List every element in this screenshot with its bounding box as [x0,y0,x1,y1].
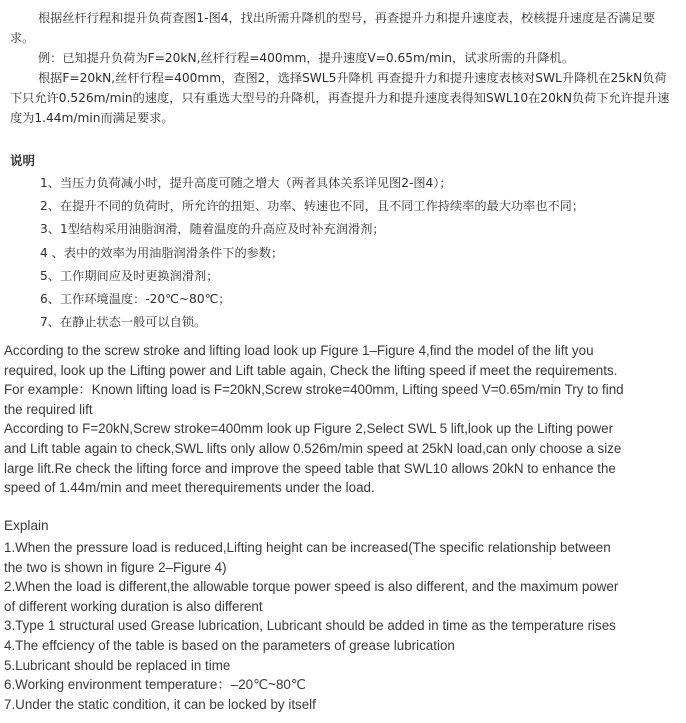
english-explain-line: of different working duration is also different [4,598,263,614]
english-explain-line: 4.The effciency of the table is based on the parameters of grease lubrication [4,637,455,653]
english-line: large lift.Re check the lifting force and improve the speed table that SWL10 allows 20kN to enhance the [4,460,616,476]
english-line: and Lift table again to check,SWL lifts only allow 0.526m/min speed at 25kN load,can only choose a size [4,440,622,456]
english-explain-line: 2.When the load is different,the allowable torque power speed is also different, and the maximum power [4,579,619,595]
chinese-notes-list [40,172,680,334]
chinese-intro [10,8,678,128]
chinese-paragraph-3: 根据F=20kN,丝杆行程=400mm，查图2，选择SWL5升降机 再查提升力和提升速度表核对SWL升降机在25kN负荷下只允许0.526m/min的速度，只有重选大型号的升降机，再查提升力和提升速度表得知SWL10在20kN负荷下允许提升速度为1.44m/min而满足要求。 [10,71,670,125]
chinese-note-item: 3、1型结构采用油脂润滑，随着温度的升高应及时补充润滑剂； [40,222,385,237]
chinese-note-item: 5、工作期间应及时更换润滑剂； [40,268,219,283]
chinese-notes-title: 说明 [10,153,36,168]
english-line: the required lift [4,401,93,417]
english-explain-line: the two is shown in figure 2–Figure 4) [4,559,227,575]
english-line: According to the screw stroke and lifting load look up Figure 1–Figure 4,find the model of the lift you [4,343,594,358]
english-explain-title: Explain [4,518,49,533]
english-intro [4,341,684,498]
chinese-paragraph-2: 例：已知提升负荷为F=20kN,丝杆行程=400mm，提升速度V=0.65m/min，试求所需的升降机。 [38,51,574,65]
english-line: According to F=20kN,Screw stroke=400mm look up Figure 2,Select SWL 5 lift,look up the Lifting power [4,421,614,437]
english-explain-line: 7.Under the static condition, it can be locked by itself [4,696,316,712]
chinese-note-item: 2、在提升不同的负荷时，所允许的扭矩、功率、转速也不同，且不同工作持续率的最大功率也不同； [40,199,585,214]
english-explain-line: 5.Lubricant should be replaced in time [4,657,231,673]
english-explain-list [4,538,684,714]
chinese-note-item: 4 、表中的效率为用油脂润滑条件下的参数； [40,245,284,260]
chinese-note-item: 7、在静止状态一般可以自锁。 [40,315,207,330]
english-line: speed of 1.44m/min and meet therequirements under the load. [4,480,375,496]
chinese-note-item: 6、工作环境温度：-20℃~80℃； [40,291,231,306]
english-explain-line: 1.When the pressure load is reduced,Lifting height can be increased(The specific relationship between [4,540,611,555]
english-explain-line: 6.Working environment temperature：–20℃~80℃ [4,677,306,693]
chinese-paragraph-1: 根据丝杆行程和提升负荷查图1-图4，找出所需升降机的型号，再查提升力和提升速度表，校核提升速度是否满足要求。 [10,11,656,45]
chinese-note-item: 1、当压力负荷减小时，提升高度可随之增大（两者具体关系详见图2-图4）； [40,176,452,190]
english-line: For example：Known lifting load is F=20kN,Screw stroke=400mm, Lifting speed V=0.65m/min Try to find [4,382,624,398]
english-line: required, look up the Lifting power and Lift table again, Check the lifting speed if meet the requirements. [4,362,618,378]
english-explain-line: 3.Type 1 structural used Grease lubrication, Lubricant should be added in time as the temperature rises [4,618,616,634]
